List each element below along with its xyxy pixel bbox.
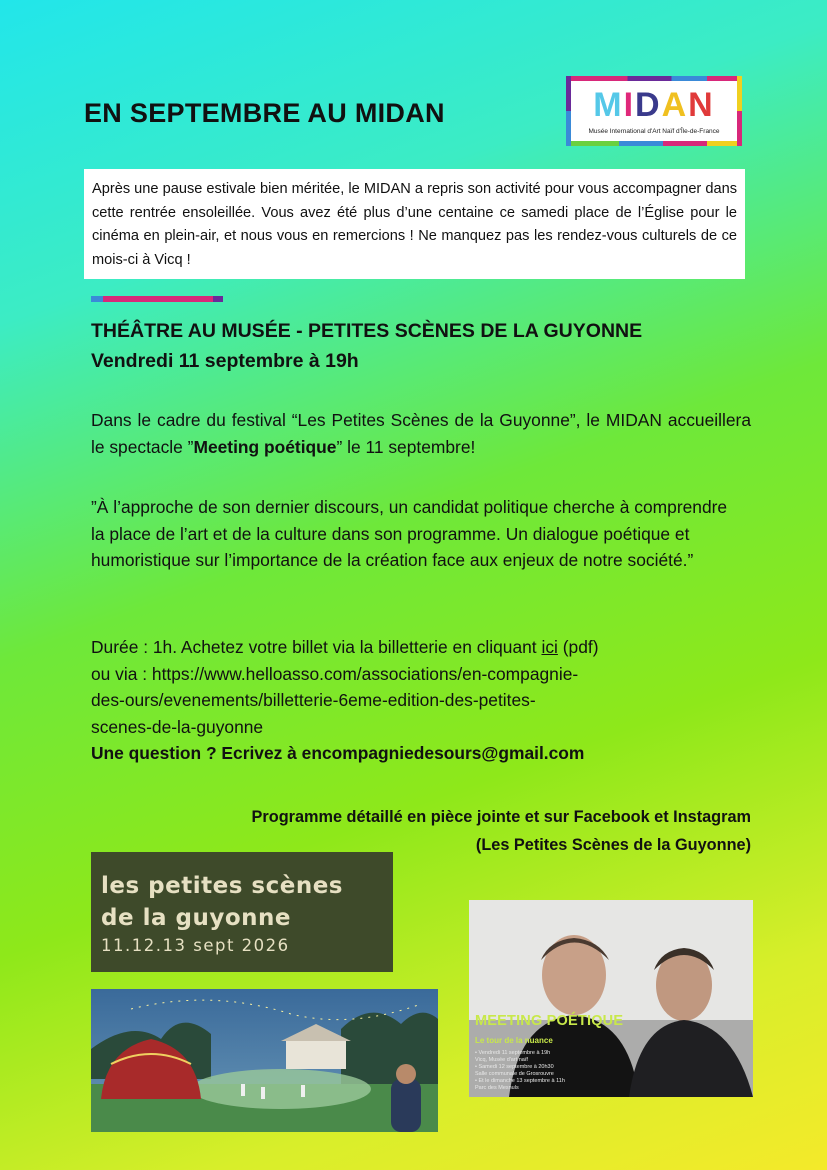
photo-title: MEETING POÉTIQUE [475, 1013, 624, 1029]
night-scene-illustration [91, 989, 438, 1132]
ticket-url-line-1: ou via : https://www.helloasso.com/associations/en-compagnie- [91, 663, 579, 684]
intro-box [84, 169, 745, 279]
poster-line-2: de la guyonne [101, 905, 291, 931]
contact-question: Une question ? Ecrivez à encompagniedesours@gmail.com [91, 743, 585, 763]
ticket-url-line-2: des-ours/evenements/billetterie-6eme-edition-des-petites- [91, 690, 536, 710]
event-date: Vendredi 11 septembre à 19h [91, 350, 359, 372]
festival-poster-image [91, 852, 393, 972]
event-description [91, 407, 751, 460]
photo-line: • Samedi 12 septembre à 20h30 [475, 1064, 554, 1070]
photo-line: Vicq, Musée d'art naïf [475, 1057, 528, 1063]
event-heading: THÉÂTRE AU MUSÉE - PETITES SCÈNES DE LA GUYONNE [91, 320, 643, 342]
desc-text: Dans le cadre du festival “Les Petites Scènes de la Guyonne”, le MIDAN accueillera le spectacle ” [91, 410, 751, 457]
poster-line-1: les petites scènes [101, 873, 343, 899]
photo-line: • Vendredi 11 septembre à 19h [475, 1050, 551, 1056]
photo-line: Parc des Mesnuls [475, 1085, 519, 1091]
color-divider [91, 296, 231, 302]
photo-line: • Et le dimanche 13 septembre à 11h [475, 1078, 565, 1084]
photo-subtitle: Le tour de la nuance [475, 1036, 553, 1045]
logo-subtitle: Musée International d'Art Naïf d'Île-de-France [588, 128, 720, 135]
ticket-pdf: (pdf) [557, 637, 599, 657]
midan-logo [566, 76, 742, 146]
festival-illustration [91, 989, 438, 1132]
intro-text: Après une pause estivale bien méritée, le MIDAN a repris son activité pour vous accompagner dans cette rentrée ensoleillée. Vous avez été plus d’une centaine ce samedi place de l’Église pour le cinéma en plein-air, et nous vous en remercions ! Ne manquez pas les rendez-vous culturels de ce mois-ci à Vicq ! [92, 181, 737, 268]
page-title: EN SEPTEMBRE AU MIDAN [84, 98, 445, 128]
ticket-info [91, 634, 751, 767]
ticket-link[interactable]: ici [541, 637, 558, 657]
photo-line: Salle communale de Grosrouvre [475, 1071, 554, 1077]
ticket-url-line-3: scenes-de-la-guyonne [91, 716, 264, 737]
program-line-2: (Les Petites Scènes de la Guyonne) [475, 836, 751, 854]
show-name: Meeting poétique [193, 436, 337, 457]
desc-text-end: ” le 11 septembre! [336, 436, 476, 457]
program-note [71, 803, 751, 859]
logo-wordmark: MIDAN [593, 86, 715, 124]
actors-photo [469, 900, 753, 1097]
ticket-text: Durée : 1h. Achetez votre billet via la billetterie en cliquant [91, 637, 542, 657]
event-quote: ”À l’approche de son dernier discours, un candidat politique cherche à comprendre la place de l’art et de la culture dans son programme. Un dialogue poétique et humoristique sur l’importance de la création face aux enjeux de notre société.” [91, 497, 728, 570]
poster-date: 11.12.13 sept 2026 [101, 936, 290, 955]
program-line-1: Programme détaillé en pièce jointe et sur Facebook et Instagram [251, 808, 751, 826]
